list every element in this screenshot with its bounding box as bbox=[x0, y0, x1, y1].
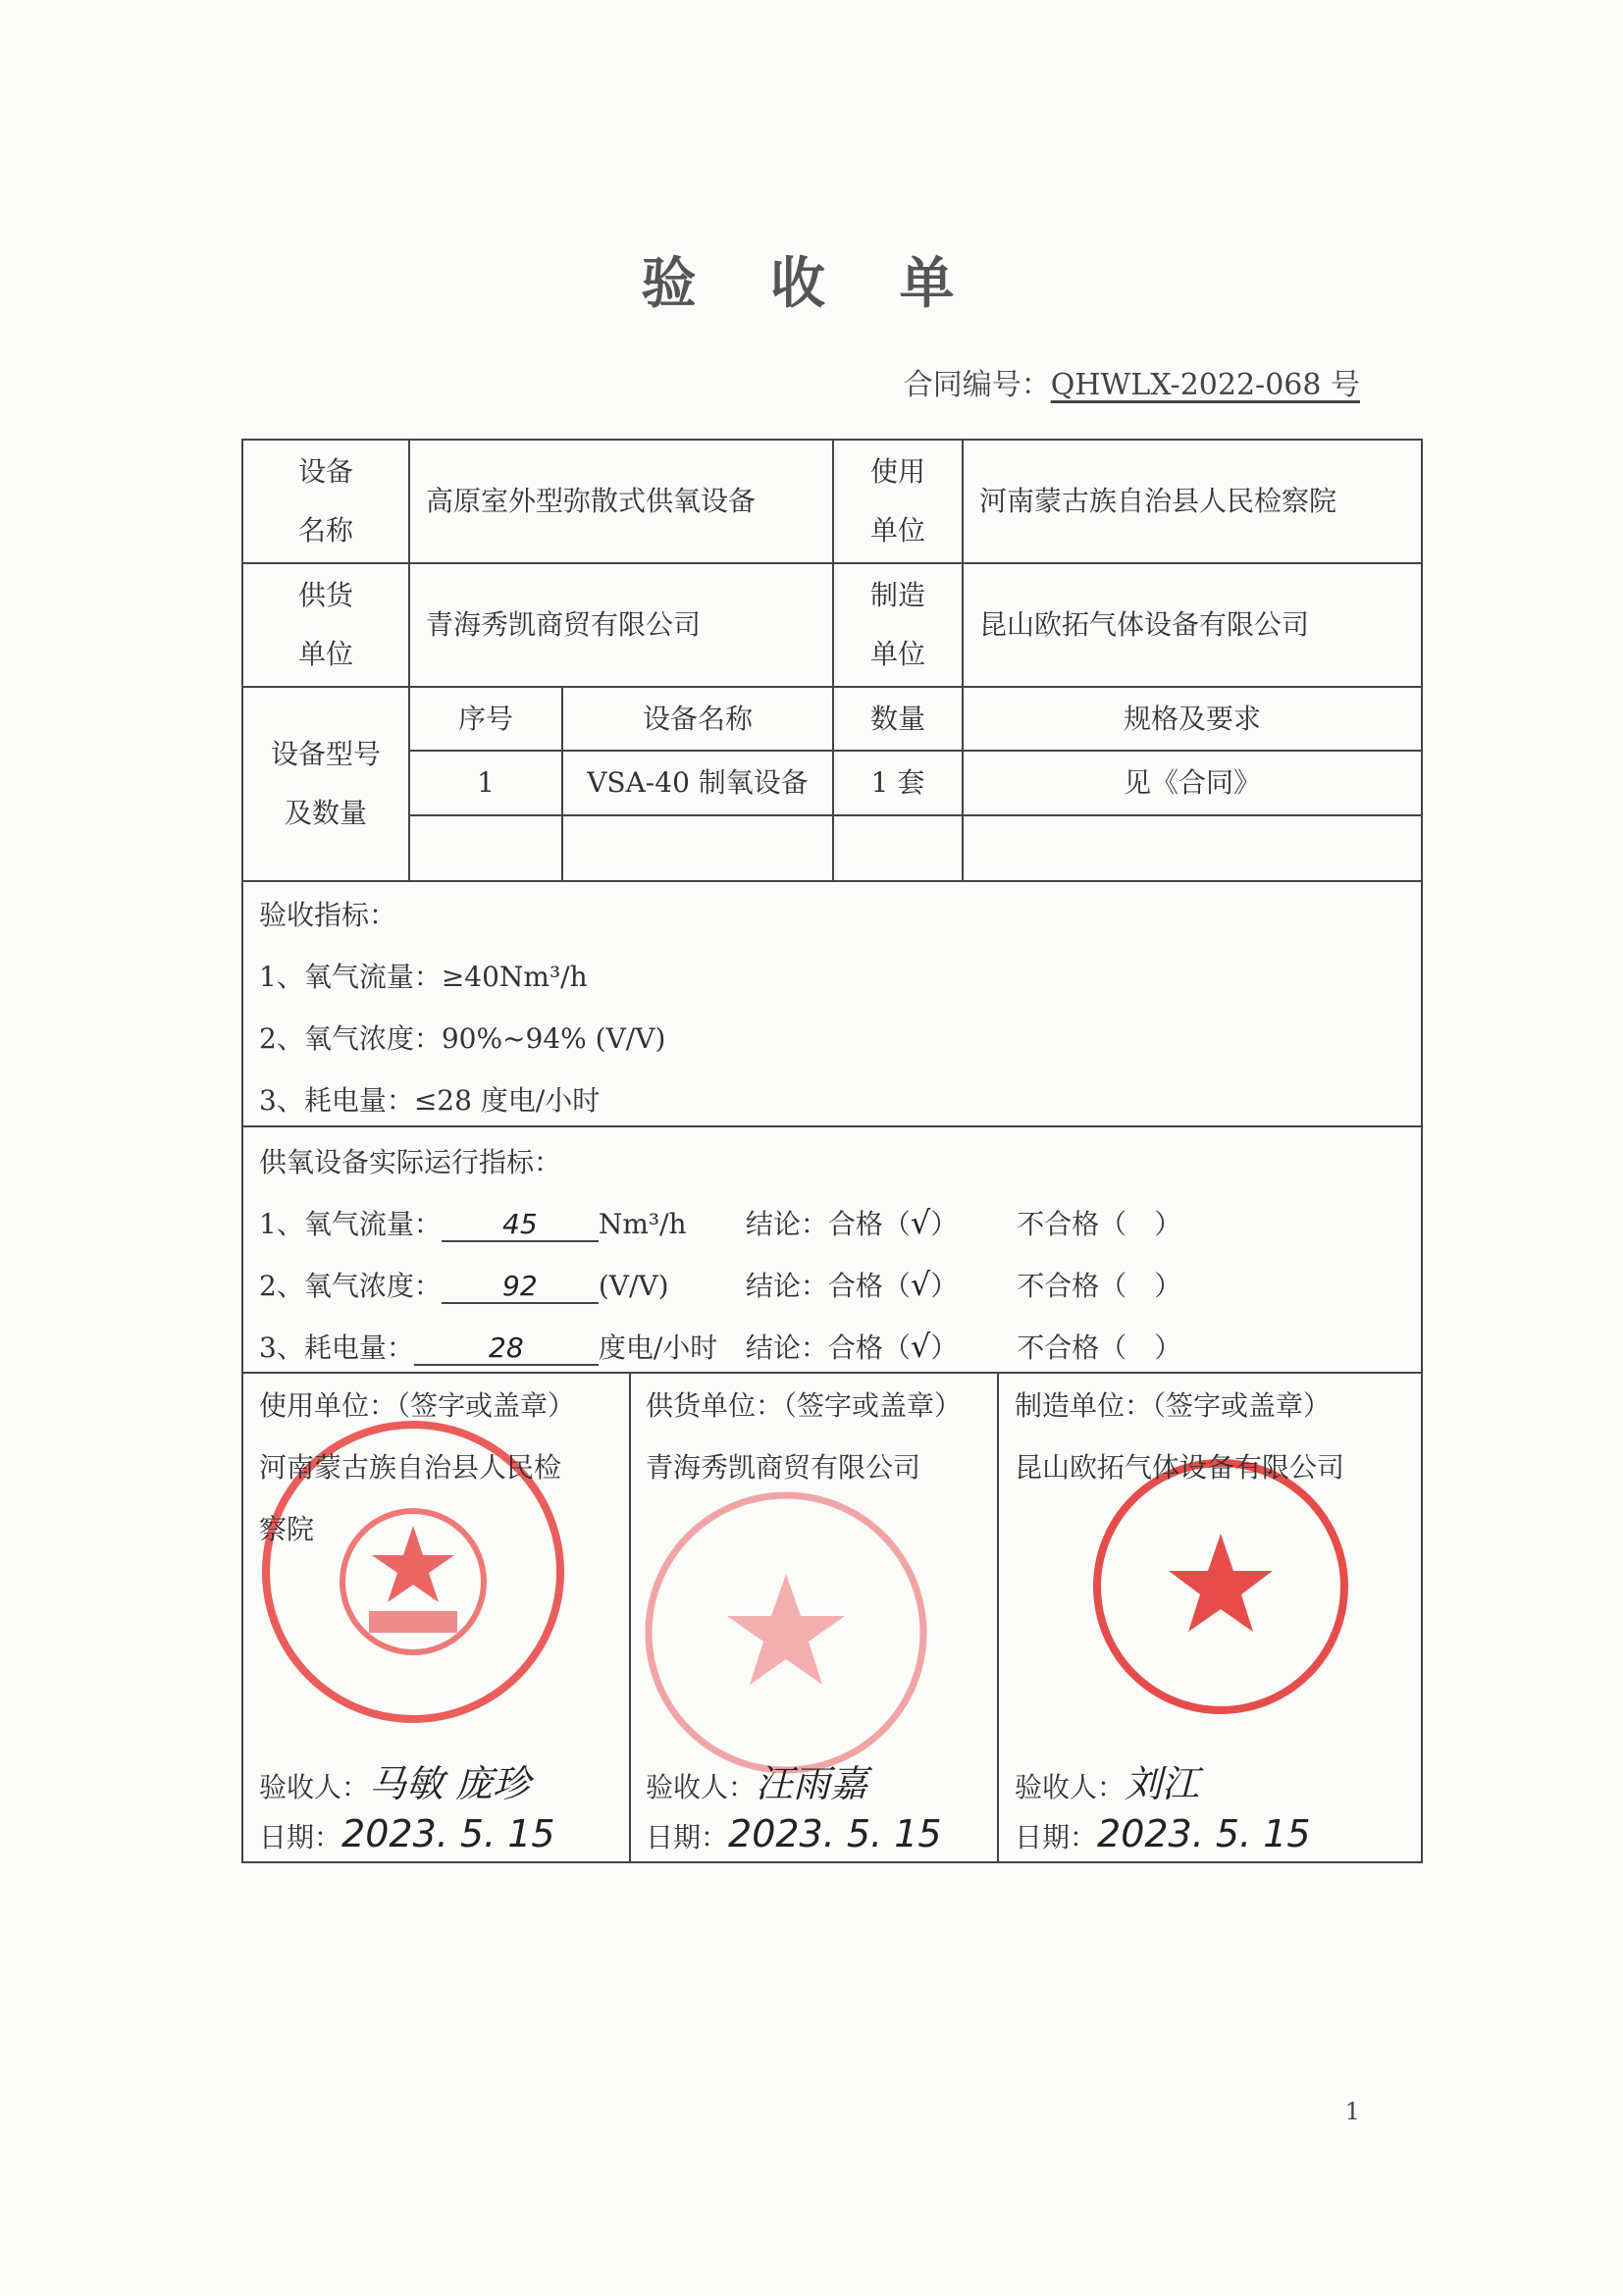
actual-power-value: 28 bbox=[414, 1331, 599, 1366]
equipment-label: 设备型号 及数量 bbox=[270, 738, 381, 829]
actual-flow-value: 45 bbox=[442, 1208, 599, 1242]
header-seq: 序号 bbox=[457, 702, 513, 735]
supplier-label: 供货 单位 bbox=[297, 579, 353, 670]
user-sign-org: 河南蒙古族自治县人民检 bbox=[259, 1451, 562, 1484]
pass-check-mark: √ bbox=[910, 1266, 931, 1303]
table-row-qty: 1 套 bbox=[870, 766, 925, 799]
supplier-receiver-signature: 汪雨嘉 bbox=[756, 1762, 868, 1805]
indicator-concentration: 2、氧气浓度：90%~94% (V/V) bbox=[259, 1022, 666, 1055]
manufacturer-date: 日期：2023. 5. 15 bbox=[1015, 1812, 1311, 1855]
manufacturer-sign-org: 昆山欧拓气体设备有限公司 bbox=[1015, 1451, 1345, 1484]
supplier-value: 青海秀凯商贸有限公司 bbox=[426, 608, 702, 641]
actual-row-flow: 1、氧气流量： 45 Nm³/h 结论：合格（√） 不合格（ ） bbox=[259, 1204, 1182, 1241]
table-row-name: VSA-40 制氧设备 bbox=[587, 766, 809, 799]
user-unit-value: 河南蒙古族自治县人民检察院 bbox=[979, 485, 1337, 517]
pass-check-mark: √ bbox=[910, 1328, 931, 1365]
actual-concentration-value: 92 bbox=[442, 1270, 599, 1304]
manufacturer-official-seal bbox=[1083, 1449, 1358, 1724]
device-name-label: 设备 名称 bbox=[297, 455, 353, 547]
manufacturer-value: 昆山欧拓气体设备有限公司 bbox=[979, 608, 1310, 641]
user-receiver: 验收人：马敏 庞珍 bbox=[259, 1762, 531, 1805]
supplier-receiver: 验收人：汪雨嘉 bbox=[646, 1762, 868, 1805]
user-date: 日期：2023. 5. 15 bbox=[259, 1812, 555, 1855]
device-name-value: 高原室外型弥散式供氧设备 bbox=[426, 485, 757, 517]
user-sign-header: 使用单位：（签字或盖章） bbox=[259, 1389, 576, 1422]
actual-row-power: 3、耗电量： 28 度电/小时 结论：合格（√） 不合格（ ） bbox=[259, 1328, 1182, 1365]
acceptance-form bbox=[241, 439, 1423, 1863]
manufacturer-receiver: 验收人：刘江 bbox=[1015, 1762, 1200, 1805]
supplier-official-seal bbox=[634, 1481, 938, 1785]
user-sign-org-cont: 察院 bbox=[259, 1513, 315, 1545]
actual-row-concentration: 2、氧气浓度： 92 (V/V) 结论：合格（√） 不合格（ ） bbox=[259, 1266, 1182, 1303]
manufacturer-sign-header: 制造单位：（签字或盖章） bbox=[1015, 1389, 1332, 1422]
table-row-no: 1 bbox=[477, 766, 495, 799]
actual-title: 供氧设备实际运行指标： bbox=[259, 1146, 562, 1178]
header-quantity: 数量 bbox=[869, 702, 925, 735]
document-title: 验 收 单 bbox=[641, 251, 982, 316]
manufacturer-date-handwritten: 2023. 5. 15 bbox=[1097, 1812, 1311, 1855]
supplier-sign-header: 供货单位：（签字或盖章） bbox=[646, 1389, 963, 1422]
contract-number-line bbox=[904, 360, 1360, 403]
manufacturer-label: 制造 单位 bbox=[869, 579, 925, 670]
user-receiver-signature: 马敏 庞珍 bbox=[369, 1762, 531, 1805]
user-unit-label: 使用 单位 bbox=[869, 455, 925, 547]
contract-number-label: 合同编号： bbox=[903, 368, 1051, 402]
page-number: 1 bbox=[1344, 2098, 1360, 2125]
indicators-title: 验收指标： bbox=[259, 899, 397, 931]
header-device-name: 设备名称 bbox=[642, 702, 753, 735]
indicator-flow: 1、氧气流量：≥40Nm³/h bbox=[259, 961, 588, 993]
user-date-handwritten: 2023. 5. 15 bbox=[341, 1812, 555, 1855]
indicator-power: 3、耗电量：≤28 度电/小时 bbox=[259, 1084, 601, 1117]
supplier-sign-org: 青海秀凯商贸有限公司 bbox=[646, 1451, 921, 1484]
manufacturer-receiver-signature: 刘江 bbox=[1125, 1762, 1200, 1805]
supplier-date: 日期：2023. 5. 15 bbox=[646, 1812, 942, 1855]
pass-check-mark: √ bbox=[910, 1204, 931, 1241]
contract-number: QHWLX-2022-068 号 bbox=[1050, 368, 1360, 402]
supplier-date-handwritten: 2023. 5. 15 bbox=[728, 1812, 942, 1855]
table-row-spec: 见《合同》 bbox=[1123, 766, 1261, 799]
header-spec: 规格及要求 bbox=[1123, 702, 1261, 735]
